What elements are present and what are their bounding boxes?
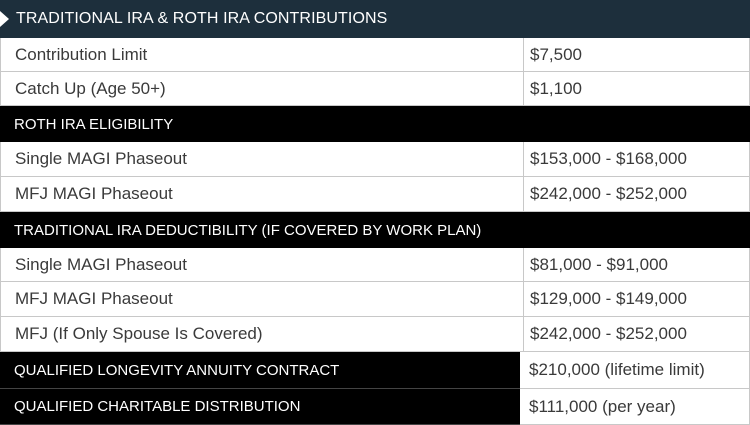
section-title: TRADITIONAL IRA DEDUCTIBILITY (IF COVERED BY WORK PLAN) [14,221,482,239]
section-header-roth [0,106,750,142]
arrow-right-icon [0,11,9,27]
row-value: $129,000 - $149,000 [524,282,750,317]
row-label: MFJ MAGI Phaseout [0,282,524,317]
row-label: QUALIFIED CHARITABLE DISTRIBUTION [0,389,520,425]
table-row-qcd [0,389,750,425]
table-row-qlac [0,352,750,389]
row-label: QUALIFIED LONGEVITY ANNUITY CONTRACT [0,352,520,389]
section-title: ROTH IRA ELIGIBILITY [14,115,174,133]
row-value: $242,000 - $252,000 [524,317,750,352]
row-label: Single MAGI Phaseout [0,142,524,177]
row-label: Contribution Limit [0,38,524,72]
row-value: $7,500 [524,38,750,72]
row-label: Catch Up (Age 50+) [0,72,524,106]
row-label: MFJ (If Only Spouse Is Covered) [0,317,524,352]
table-row-roth-mfj [0,177,750,212]
row-value: $153,000 - $168,000 [524,142,750,177]
table-title-bar [0,0,750,38]
table-row-trad-single [0,248,750,282]
table-row-trad-mfj [0,282,750,317]
row-value: $81,000 - $91,000 [524,248,750,282]
row-value: $242,000 - $252,000 [524,177,750,212]
row-value: $1,100 [524,72,750,106]
row-value: $210,000 (lifetime limit) [520,352,750,389]
row-label: MFJ MAGI Phaseout [0,177,524,212]
table-row-contribution-limit [0,38,750,72]
section-header-traditional [0,212,750,248]
row-label: Single MAGI Phaseout [0,248,524,282]
row-value: $111,000 (per year) [520,389,750,425]
table-row-catch-up [0,72,750,106]
table-title: TRADITIONAL IRA & ROTH IRA CONTRIBUTIONS [16,10,388,27]
table-row-trad-spouse [0,317,750,352]
table-row-roth-single [0,142,750,177]
